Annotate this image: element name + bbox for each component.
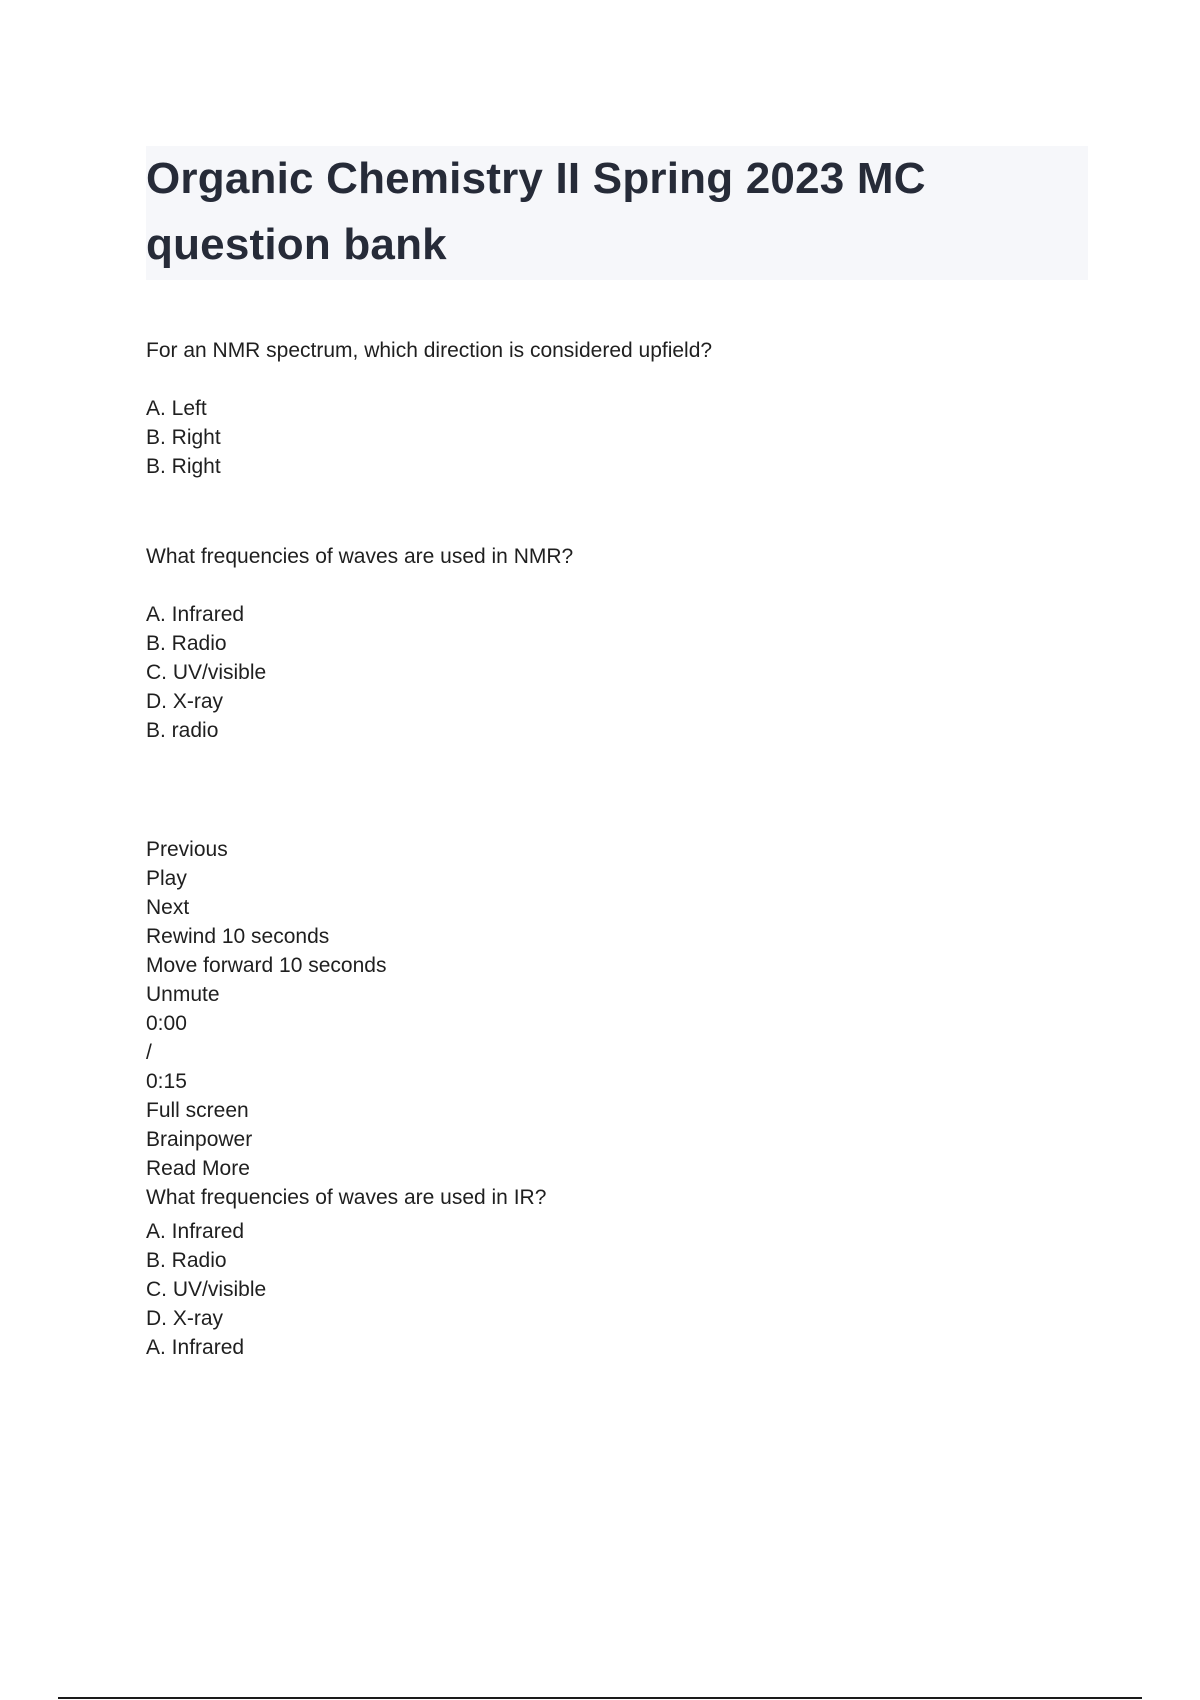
next-button[interactable]: Next <box>146 896 190 919</box>
option-a: A. Infrared <box>146 1220 245 1243</box>
answer: B. Right <box>146 455 221 478</box>
title-line-1: Organic Chemistry II Spring 2023 MC <box>146 154 926 203</box>
question-2 <box>146 542 573 745</box>
media-player-controls <box>146 835 546 1212</box>
spacer <box>146 571 573 600</box>
time-separator: / <box>146 1041 152 1064</box>
current-time: 0:00 <box>146 1012 187 1035</box>
option-b: B. Right <box>146 426 221 449</box>
title-line-2: question bank <box>146 220 447 269</box>
question-3 <box>146 1188 266 1362</box>
answer: B. radio <box>146 719 219 742</box>
question-prompt: What frequencies of waves are used in IR? <box>146 1186 547 1209</box>
duration: 0:15 <box>146 1070 187 1093</box>
title-banner <box>146 146 1088 280</box>
question-prompt: For an NMR spectrum, which direction is considered upfield? <box>146 339 713 362</box>
option-d: D. X-ray <box>146 690 224 713</box>
page-title <box>146 146 1088 278</box>
spacer <box>146 365 712 394</box>
spacer <box>146 1188 266 1217</box>
option-b: B. Radio <box>146 1249 227 1272</box>
forward-button[interactable]: Move forward 10 seconds <box>146 954 387 977</box>
option-c: C. UV/visible <box>146 1278 267 1301</box>
play-button[interactable]: Play <box>146 867 187 890</box>
option-a: A. Left <box>146 397 207 420</box>
option-b: B. Radio <box>146 632 227 655</box>
question-1 <box>146 336 712 481</box>
option-d: D. X-ray <box>146 1307 224 1330</box>
read-more-link[interactable]: Read More <box>146 1157 250 1180</box>
fullscreen-button[interactable]: Full screen <box>146 1099 249 1122</box>
unmute-button[interactable]: Unmute <box>146 983 220 1006</box>
brand-link[interactable]: Brainpower <box>146 1128 253 1151</box>
option-a: A. Infrared <box>146 603 245 626</box>
previous-button[interactable]: Previous <box>146 838 228 861</box>
footer-divider <box>58 1697 1142 1699</box>
answer: A. Infrared <box>146 1336 245 1359</box>
rewind-button[interactable]: Rewind 10 seconds <box>146 925 330 948</box>
question-prompt: What frequencies of waves are used in NMR? <box>146 545 574 568</box>
option-c: C. UV/visible <box>146 661 267 684</box>
